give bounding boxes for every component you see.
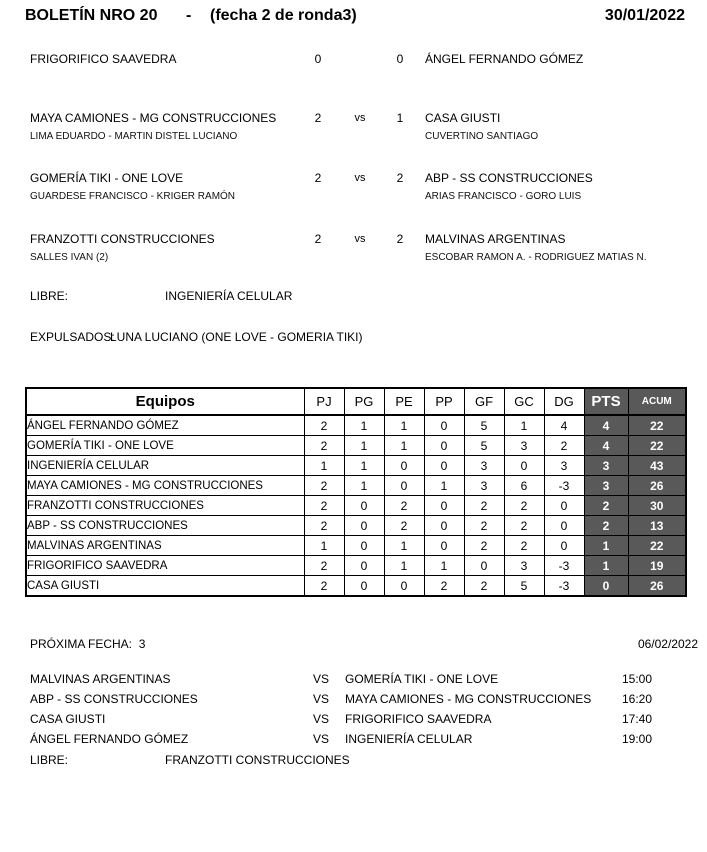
fixture-vs-label: VS bbox=[312, 712, 329, 726]
home-team-name: FRANZOTTI CONSTRUCCIONES bbox=[30, 232, 215, 246]
col-header-pts: PTS bbox=[584, 388, 628, 415]
acum-cell: 22 bbox=[628, 436, 686, 456]
fixture-time: 16:20 bbox=[621, 692, 652, 706]
away-score: 2 bbox=[396, 232, 404, 246]
gc-cell: 3 bbox=[504, 436, 544, 456]
fixture-away: MAYA CAMIONES - MG CONSTRUCCIONES bbox=[345, 692, 592, 706]
dg-cell: 0 bbox=[544, 536, 584, 556]
home-team-name: FRIGORIFICO SAAVEDRA bbox=[30, 52, 177, 66]
pts-cell: 3 bbox=[584, 476, 628, 496]
fixture-time: 15:00 bbox=[621, 672, 652, 686]
home-scorers: LIMA EDUARDO - MARTIN DISTEL LUCIANO bbox=[30, 131, 238, 142]
pp-cell: 0 bbox=[424, 516, 464, 536]
expulsados-label: EXPULSADOS: bbox=[30, 330, 115, 344]
home-team-name: GOMERÍA TIKI - ONE LOVE bbox=[30, 171, 184, 185]
pe-cell: 2 bbox=[384, 496, 424, 516]
pe-cell: 1 bbox=[384, 436, 424, 456]
pg-cell: 0 bbox=[344, 536, 384, 556]
standings-row bbox=[26, 576, 686, 597]
fixture-vs-label: VS bbox=[312, 692, 329, 706]
pts-cell: 1 bbox=[584, 556, 628, 576]
pe-cell: 0 bbox=[384, 576, 424, 597]
col-header-equipos: Equipos bbox=[26, 388, 304, 415]
gc-cell: 2 bbox=[504, 536, 544, 556]
acum-cell: 26 bbox=[628, 476, 686, 496]
away-team-name: ABP - SS CONSTRUCCIONES bbox=[425, 171, 593, 185]
libre-team: INGENIERÍA CELULAR bbox=[165, 289, 293, 303]
acum-cell: 26 bbox=[628, 576, 686, 597]
pts-cell: 0 bbox=[584, 576, 628, 597]
pp-cell: 2 bbox=[424, 576, 464, 597]
pg-cell: 1 bbox=[344, 415, 384, 436]
pg-cell: 0 bbox=[344, 496, 384, 516]
gf-cell: 2 bbox=[464, 516, 504, 536]
team-name-cell: ABP - SS CONSTRUCCIONES bbox=[26, 516, 304, 536]
pg-cell: 1 bbox=[344, 436, 384, 456]
away-score: 1 bbox=[396, 111, 404, 125]
pp-cell: 1 bbox=[424, 556, 464, 576]
team-name-cell: FRIGORIFICO SAAVEDRA bbox=[26, 556, 304, 576]
next-round-label bbox=[30, 637, 145, 651]
away-team-name: MALVINAS ARGENTINAS bbox=[425, 232, 566, 246]
pe-cell: 0 bbox=[384, 476, 424, 496]
pe-cell: 1 bbox=[384, 536, 424, 556]
title-separator: - bbox=[186, 7, 192, 24]
gc-cell: 5 bbox=[504, 576, 544, 597]
gc-cell: 3 bbox=[504, 556, 544, 576]
bulletin-title: BOLETÍN NRO 20 bbox=[25, 7, 158, 24]
pj-cell: 2 bbox=[304, 556, 344, 576]
standings-row bbox=[26, 556, 686, 576]
col-header-gc: GC bbox=[504, 388, 544, 415]
pg-cell: 0 bbox=[344, 576, 384, 597]
pj-cell: 2 bbox=[304, 436, 344, 456]
col-header-pe: PE bbox=[384, 388, 424, 415]
acum-cell: 13 bbox=[628, 516, 686, 536]
home-score: 2 bbox=[314, 111, 322, 125]
gf-cell: 2 bbox=[464, 496, 504, 516]
standings-row bbox=[26, 436, 686, 456]
dg-cell: 2 bbox=[544, 436, 584, 456]
pts-cell: 2 bbox=[584, 516, 628, 536]
acum-cell: 19 bbox=[628, 556, 686, 576]
dg-cell: 3 bbox=[544, 456, 584, 476]
fixture-home: ABP - SS CONSTRUCCIONES bbox=[30, 692, 198, 706]
dg-cell: -3 bbox=[544, 576, 584, 597]
pg-cell: 0 bbox=[344, 556, 384, 576]
pj-cell: 2 bbox=[304, 496, 344, 516]
vs-label: vs bbox=[354, 112, 366, 124]
standings-table bbox=[25, 387, 687, 597]
gc-cell: 6 bbox=[504, 476, 544, 496]
pe-cell: 1 bbox=[384, 415, 424, 436]
gf-cell: 0 bbox=[464, 556, 504, 576]
pj-cell: 1 bbox=[304, 536, 344, 556]
home-score: 2 bbox=[314, 232, 322, 246]
team-name-cell: ÁNGEL FERNANDO GÓMEZ bbox=[26, 415, 304, 436]
fixture-time: 19:00 bbox=[621, 732, 652, 746]
pj-cell: 2 bbox=[304, 516, 344, 536]
fixture-home: CASA GIUSTI bbox=[30, 712, 106, 726]
col-header-acum: ACUM bbox=[628, 388, 686, 415]
pg-cell: 1 bbox=[344, 476, 384, 496]
standings-row bbox=[26, 456, 686, 476]
away-scorers: ESCOBAR RAMON A. - RODRIGUEZ MATIAS N. bbox=[425, 252, 647, 263]
team-name-cell: MALVINAS ARGENTINAS bbox=[26, 536, 304, 556]
next-libre-team: FRANZOTTI CONSTRUCCIONES bbox=[165, 753, 350, 767]
dg-cell: 4 bbox=[544, 415, 584, 436]
standings-header-row bbox=[26, 388, 686, 415]
gc-cell: 2 bbox=[504, 496, 544, 516]
gc-cell: 2 bbox=[504, 516, 544, 536]
away-team-name: CASA GIUSTI bbox=[425, 111, 501, 125]
fixture-away: INGENIERÍA CELULAR bbox=[345, 732, 473, 746]
pp-cell: 0 bbox=[424, 436, 464, 456]
away-score: 0 bbox=[396, 52, 404, 66]
next-round-date: 06/02/2022 bbox=[637, 637, 698, 651]
home-score: 2 bbox=[314, 171, 322, 185]
team-name-cell: FRANZOTTI CONSTRUCCIONES bbox=[26, 496, 304, 516]
expulsados-value: LUNA LUCIANO (ONE LOVE - GOMERIA TIKI) bbox=[110, 330, 363, 344]
pj-cell: 2 bbox=[304, 576, 344, 597]
standings-row bbox=[26, 415, 686, 436]
fixture-vs-label: VS bbox=[312, 672, 329, 686]
fixture-vs-label: VS bbox=[312, 732, 329, 746]
pg-cell: 1 bbox=[344, 456, 384, 476]
away-scorers: CUVERTINO SANTIAGO bbox=[425, 131, 539, 142]
gf-cell: 2 bbox=[464, 576, 504, 597]
col-header-pp: PP bbox=[424, 388, 464, 415]
dg-cell: -3 bbox=[544, 556, 584, 576]
dg-cell: -3 bbox=[544, 476, 584, 496]
gf-cell: 5 bbox=[464, 415, 504, 436]
col-header-pg: PG bbox=[344, 388, 384, 415]
vs-label: vs bbox=[354, 233, 366, 245]
next-libre-label: LIBRE: bbox=[30, 753, 69, 767]
gf-cell: 5 bbox=[464, 436, 504, 456]
vs-label: vs bbox=[354, 172, 366, 184]
col-header-dg: DG bbox=[544, 388, 584, 415]
standings-row bbox=[26, 516, 686, 536]
home-score: 0 bbox=[314, 52, 322, 66]
pp-cell: 0 bbox=[424, 496, 464, 516]
gf-cell: 3 bbox=[464, 456, 504, 476]
gf-cell: 2 bbox=[464, 536, 504, 556]
pp-cell: 0 bbox=[424, 415, 464, 436]
team-name-cell: GOMERÍA TIKI - ONE LOVE bbox=[26, 436, 304, 456]
bulletin-date: 30/01/2022 bbox=[604, 7, 685, 24]
standings-row bbox=[26, 536, 686, 556]
team-name-cell: INGENIERÍA CELULAR bbox=[26, 456, 304, 476]
away-score: 2 bbox=[396, 171, 404, 185]
round-info: (fecha 2 de ronda3) bbox=[210, 7, 357, 24]
pj-cell: 2 bbox=[304, 476, 344, 496]
acum-cell: 22 bbox=[628, 415, 686, 436]
pts-cell: 2 bbox=[584, 496, 628, 516]
team-name-cell: MAYA CAMIONES - MG CONSTRUCCIONES bbox=[26, 476, 304, 496]
pg-cell: 0 bbox=[344, 516, 384, 536]
acum-cell: 43 bbox=[628, 456, 686, 476]
pj-cell: 1 bbox=[304, 456, 344, 476]
pts-cell: 1 bbox=[584, 536, 628, 556]
fixture-home: MALVINAS ARGENTINAS bbox=[30, 672, 171, 686]
pe-cell: 0 bbox=[384, 456, 424, 476]
fixture-time: 17:40 bbox=[621, 712, 652, 726]
col-header-gf: GF bbox=[464, 388, 504, 415]
libre-label: LIBRE: bbox=[30, 289, 69, 303]
pp-cell: 0 bbox=[424, 456, 464, 476]
away-team-name: ÁNGEL FERNANDO GÓMEZ bbox=[425, 52, 584, 66]
acum-cell: 30 bbox=[628, 496, 686, 516]
home-team-name: MAYA CAMIONES - MG CONSTRUCCIONES bbox=[30, 111, 277, 125]
col-header-pj: PJ bbox=[304, 388, 344, 415]
home-scorers: GUARDESE FRANCISCO - KRIGER RAMÓN bbox=[30, 191, 236, 202]
standings-row bbox=[26, 496, 686, 516]
next-round-number: 3 bbox=[138, 637, 146, 651]
next-round-label-text: PRÓXIMA FECHA: bbox=[30, 637, 133, 651]
dg-cell: 0 bbox=[544, 516, 584, 536]
pj-cell: 2 bbox=[304, 415, 344, 436]
home-scorers: SALLES IVAN (2) bbox=[30, 252, 109, 263]
team-name-cell: CASA GIUSTI bbox=[26, 576, 304, 597]
away-scorers: ARIAS FRANCISCO - GORO LUIS bbox=[425, 191, 582, 202]
dg-cell: 0 bbox=[544, 496, 584, 516]
fixture-home: ÁNGEL FERNANDO GÓMEZ bbox=[30, 732, 189, 746]
pe-cell: 2 bbox=[384, 516, 424, 536]
pp-cell: 0 bbox=[424, 536, 464, 556]
standings-row bbox=[26, 476, 686, 496]
gf-cell: 3 bbox=[464, 476, 504, 496]
pts-cell: 4 bbox=[584, 436, 628, 456]
acum-cell: 22 bbox=[628, 536, 686, 556]
fixture-away: GOMERÍA TIKI - ONE LOVE bbox=[345, 672, 499, 686]
fixture-away: FRIGORIFICO SAAVEDRA bbox=[345, 712, 492, 726]
pts-cell: 3 bbox=[584, 456, 628, 476]
gc-cell: 0 bbox=[504, 456, 544, 476]
pts-cell: 4 bbox=[584, 415, 628, 436]
pp-cell: 1 bbox=[424, 476, 464, 496]
gc-cell: 1 bbox=[504, 415, 544, 436]
pe-cell: 1 bbox=[384, 556, 424, 576]
